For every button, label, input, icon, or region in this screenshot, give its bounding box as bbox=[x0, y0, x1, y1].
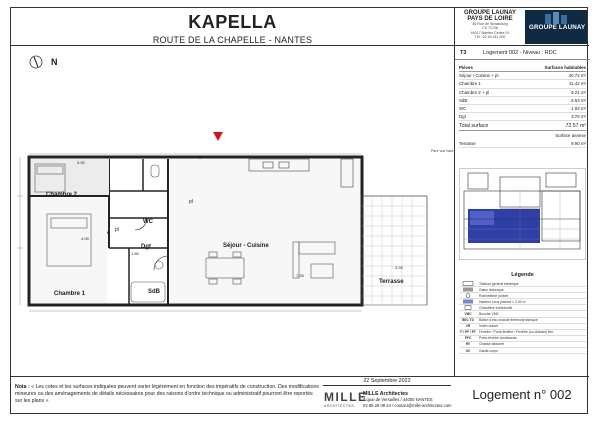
surface-annex-header bbox=[459, 131, 586, 139]
project-title: KAPELLA bbox=[188, 12, 277, 32]
footer bbox=[11, 376, 589, 415]
legend-label: Porte-fenêtre coulissante bbox=[479, 336, 517, 341]
legend-key: PFC bbox=[464, 336, 472, 341]
architect-logo-sub: ARCHITECTES bbox=[324, 404, 355, 408]
dim-label: 3.93 bbox=[395, 265, 403, 270]
surface-row bbox=[459, 105, 586, 113]
legend-swatch bbox=[459, 287, 477, 293]
note-label: Nota : bbox=[15, 384, 30, 390]
project-subtitle: ROUTE DE LA CHAPELLE - NANTES bbox=[152, 35, 313, 45]
legend-label: Bouche VMC bbox=[479, 312, 499, 317]
logement-number: Logement n° 002 bbox=[472, 387, 572, 402]
surface-total-value: 72.57 m² bbox=[565, 122, 586, 129]
architect-logo-text: MILLE bbox=[324, 390, 368, 404]
legend-key: RV bbox=[465, 342, 471, 347]
surface-area: 3.76 m² bbox=[571, 114, 586, 120]
room-label-wc: WC bbox=[143, 219, 153, 225]
room-label-sejour: Séjour - Cuisine bbox=[223, 243, 269, 249]
legend-item bbox=[459, 348, 586, 354]
architect-info bbox=[363, 392, 455, 408]
surface-row bbox=[459, 113, 586, 121]
legend-label: Chaudière individuelle bbox=[479, 305, 513, 310]
surface-area: 11.42 m² bbox=[568, 81, 586, 87]
dim-label: 4.09 bbox=[81, 236, 89, 241]
legend-label: Fenêtre / Porte-fenêtre / Fenêtre (ou châssis) fixe bbox=[479, 330, 554, 335]
legend-label: Hauteur sous plafond < 2.30 m bbox=[479, 299, 526, 304]
surface-annex-value: 9.90 m² bbox=[571, 140, 586, 146]
plan-sheet bbox=[10, 7, 588, 414]
room-label-placard-2: pl bbox=[115, 227, 119, 233]
legend-label: Chasse-tabouret bbox=[479, 342, 505, 347]
surface-area: 5.53 m² bbox=[571, 97, 586, 103]
lot-header bbox=[455, 46, 590, 60]
brand-logo-text: GROUPE LAUNAY bbox=[529, 24, 586, 31]
surface-col-room: Pièces bbox=[459, 65, 473, 71]
legend-key: GC bbox=[465, 348, 471, 353]
surface-total-row bbox=[459, 121, 586, 131]
legend-swatch bbox=[459, 293, 477, 299]
surface-total-label: Total surface bbox=[459, 122, 489, 129]
legend-label: Tableau général électrique bbox=[479, 281, 519, 286]
legend-swatch bbox=[459, 299, 477, 305]
lot-description: Logement 002 - Niveau : RDC bbox=[483, 50, 557, 56]
floor-plan-drawing bbox=[11, 46, 454, 376]
surface-row bbox=[459, 89, 586, 97]
surface-table-header bbox=[459, 64, 586, 72]
architect-logo bbox=[324, 390, 368, 414]
side-panel bbox=[454, 46, 589, 376]
brand-address-line: Tél : 02 40 411 000 bbox=[474, 35, 506, 40]
legend-label: Garde-corps bbox=[479, 348, 498, 353]
legend-key: BEC TD bbox=[462, 318, 474, 323]
legend-label: Gaine technique bbox=[479, 287, 504, 292]
surface-room: Chambre 2 + pl bbox=[459, 89, 490, 95]
brand-address-line: 46 Rue de Strasbourg bbox=[472, 22, 508, 26]
room-label-chambre1: Chambre 1 bbox=[54, 291, 86, 297]
surface-annex-head: Surface annexe bbox=[555, 132, 586, 138]
legend-label: Robinetterie puisée bbox=[479, 293, 509, 298]
legend-key: VMC bbox=[464, 312, 472, 317]
neighbor-label: Pare vue haut bbox=[431, 149, 454, 153]
brand-logo bbox=[525, 10, 587, 44]
legend-swatch bbox=[459, 281, 477, 287]
surface-row bbox=[459, 97, 586, 105]
legend-key: F / PF / FF bbox=[460, 330, 476, 335]
dim-label: 3.92 bbox=[77, 160, 85, 165]
room-label-placard-1: pl bbox=[189, 199, 193, 205]
dim-label: 7.25 bbox=[296, 273, 304, 278]
room-label-chambre2: Chambre 2 bbox=[46, 192, 78, 198]
legend-label: Ballon d'eau chaude thermodynamique bbox=[479, 318, 538, 323]
surface-area: 1.93 m² bbox=[571, 106, 586, 112]
brand-name-line2: PAYS DE LOIRE bbox=[467, 16, 513, 22]
room-label-dgt: Dgt bbox=[141, 244, 151, 250]
surface-room: Séjour / Cuisine + pl bbox=[459, 73, 499, 79]
brand-address-line: CS 71726 bbox=[482, 26, 498, 31]
surface-col-area: Surfaces habitables bbox=[544, 65, 586, 71]
surface-row bbox=[459, 72, 586, 80]
brand-address-line: 44017 Nantes Cedex 01 bbox=[470, 30, 510, 35]
legend-title: Légende bbox=[511, 272, 534, 278]
surface-room: SdB bbox=[459, 97, 468, 103]
brand-name-line1: GROUPE LAUNAY bbox=[463, 10, 517, 16]
legend-label: Volet roulant bbox=[479, 324, 498, 329]
room-label-sdb: SdB bbox=[148, 289, 160, 295]
surface-row bbox=[459, 80, 586, 88]
room-label-terrasse: Terrasse bbox=[379, 279, 404, 285]
lot-type: T3 bbox=[460, 50, 467, 56]
architect-name: MILLE Architectes bbox=[363, 391, 409, 397]
surface-area: 9.21 m² bbox=[571, 89, 586, 95]
architect-address: 7 quai de Versailles / 44000 NANTES bbox=[363, 397, 433, 403]
brand-address bbox=[459, 10, 521, 40]
dim-label: 1.65 bbox=[131, 251, 139, 256]
architect-contact: 02 85 29 09 24 / contact@mille-architectes.com bbox=[363, 402, 452, 408]
building-keyplan bbox=[459, 168, 586, 260]
floor-plan bbox=[11, 46, 454, 376]
surface-room: WC bbox=[459, 106, 467, 112]
plan-date: 22 Septembre 2022 bbox=[323, 378, 451, 386]
surface-room: Dgt bbox=[459, 114, 466, 120]
surface-annex-row bbox=[459, 140, 586, 148]
surface-table bbox=[459, 64, 586, 148]
brand-block bbox=[454, 8, 589, 46]
legend-swatch bbox=[459, 305, 477, 311]
surface-area: 40.72 m² bbox=[568, 73, 586, 79]
header bbox=[11, 8, 454, 46]
note-text: « Les cotes et les surfaces indiquées peuvent varier légèrement en fonction des impératifs de construction. Des modifications mineures ou des aménagements de détails nécessaires pour des raisons d'ordre technique ou administratif pourront être reportés sur les plans » bbox=[15, 384, 319, 405]
legend bbox=[459, 272, 586, 354]
surface-annex-room: Terrasse bbox=[459, 140, 476, 146]
disclaimer-note bbox=[15, 384, 320, 406]
legend-key: VR bbox=[465, 324, 471, 329]
keyplan-drawing bbox=[460, 169, 587, 261]
surface-room: Chambre 1 bbox=[459, 81, 481, 87]
compass-letter: N bbox=[51, 57, 58, 67]
